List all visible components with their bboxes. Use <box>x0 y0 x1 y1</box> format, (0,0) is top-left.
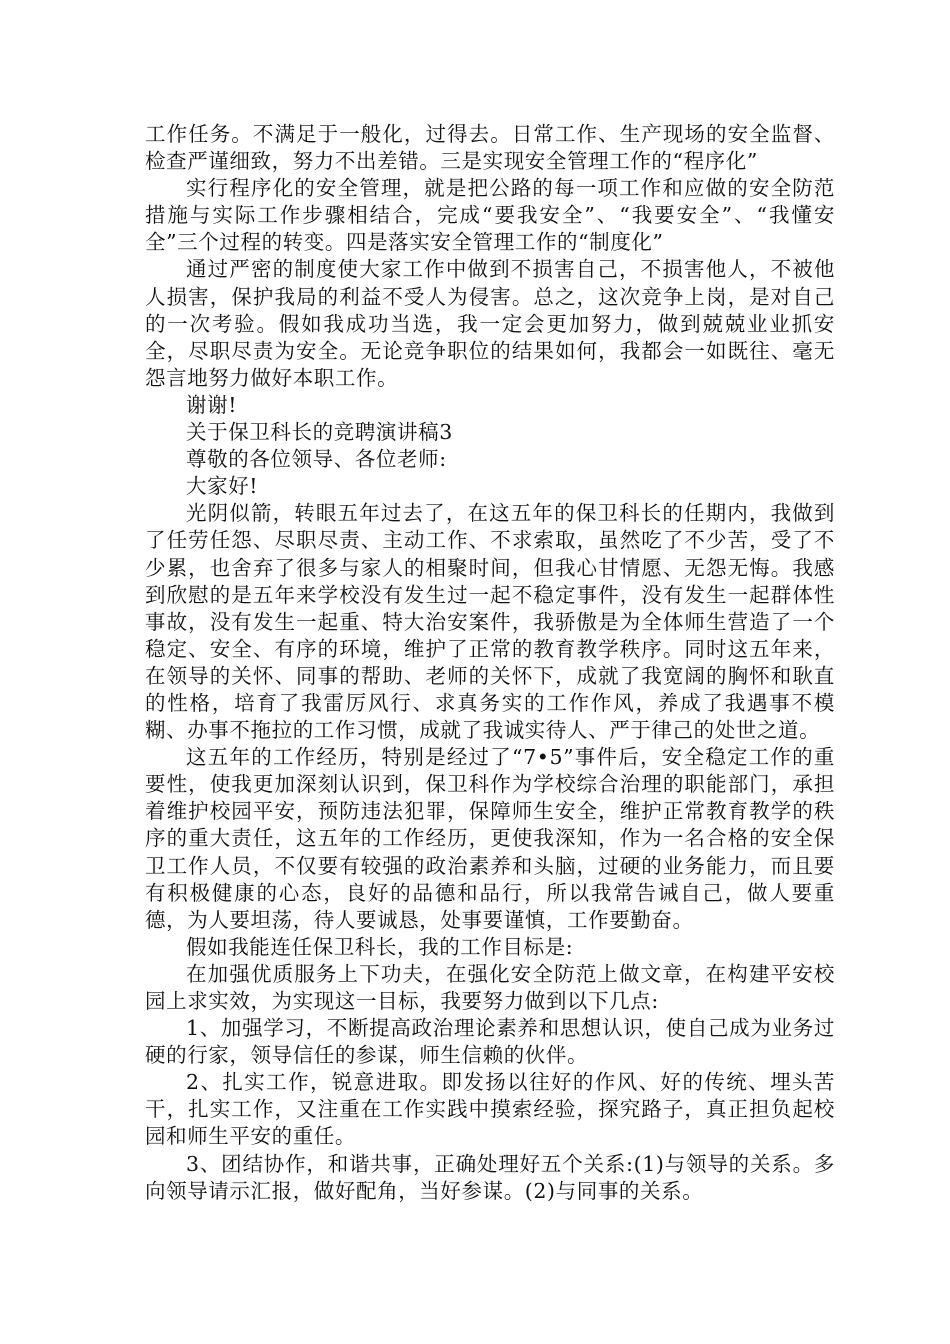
thanks-line: 谢谢! <box>186 392 238 417</box>
document-body <box>145 121 835 1205</box>
paragraph: 通过严密的制度使大家工作中做到不损害自己，不损害他人，不被他人损害，保护我局的利益不受人为侵害。总之，这次竞争上岗，是对自己的一次考验。假如我成功当选，我一定会更加努力，做到兢兢业业抓安全，尽职尽责为安全。无论竞争职位的结果如何，我都会一如既往、毫无怨言地努力做好本职工作。 <box>145 257 835 390</box>
paragraph: 假如我能连任保卫科长，我的工作目标是: <box>186 934 574 959</box>
paragraph: 实行程序化的安全管理，就是把公路的每一项工作和应做的安全防范措施与实际工作步骤相结合，完成“要我安全”、“我要安全”、“我懂安全”三个过程的转变。四是落实安全管理工作的“制度化” <box>145 176 835 255</box>
greeting: 大家好! <box>186 474 259 499</box>
paragraph: 工作任务。不满足于一般化，过得去。日常工作、生产现场的安全监督、检查严谨细致，努力不出差错。三是实现安全管理工作的“程序化” <box>145 122 835 174</box>
paragraph: 光阴似箭，转眼五年过去了，在这五年的保卫科长的任期内，我做到了任劳任怨、尽职尽责、主动工作、不求索取，虽然吃了不少苦，受了不少累，也舍弃了很多与家人的相聚时间，但我心甘情愿、无怨无悔。我感到欣慰的是五年来学校没有发生过一起不稳定事件，没有发生一起群体性事故，没有发生一起重、特大治安案件，我骄傲是为全体师生营造了一个稳定、安全、有序的环境，维护了正常的教育教学秩序。同时这五年来，在领导的关怀、同事的帮助、老师的关怀下，成就了我宽阔的胸怀和耿直的性格，培育了我雷厉风行、求真务实的工作作风，养成了我遇事不模糊、办事不拖拉的工作习惯，成就了我诚实待人、严于律己的处世之道。 <box>145 501 835 743</box>
list-item: 3、团结协作，和谐共事，正确处理好五个关系:(1)与领导的关系。多向领导请示汇报，做好配角，当好参谋。(2)与同事的关系。 <box>145 1151 835 1203</box>
paragraph: 这五年的工作经历，特别是经过了“7•5”事件后，安全稳定工作的重要性，使我更加深刻认识到，保卫科作为学校综合治理的职能部门，承担着维护校园平安，预防违法犯罪，保障师生安全，维护正常教育教学的秩序的重大责任，这五年的工作经历，更使我深知，作为一名合格的安全保卫工作人员，不仅要有较强的政治素养和头脑，过硬的业务能力，而且要有积极健康的心态，良好的品德和品行，所以我常告诫自己，做人要重德，为人要坦荡，待人要诚恳，处事要谨慎，工作要勤奋。 <box>145 745 835 932</box>
section-title: 关于保卫科长的竞聘演讲稿3 <box>186 420 453 445</box>
salutation: 尊敬的各位领导、各位老师: <box>186 447 447 472</box>
list-item: 2、扎实工作，锐意进取。即发扬以往好的作风、好的传统、埋头苦干，扎实工作，又注重在工作实践中摸索经验，探究路子，真正担负起校园和师生平安的重任。 <box>145 1070 835 1149</box>
paragraph: 在加强优质服务上下功夫，在强化安全防范上做文章，在构建平安校园上求实效，为实现这一目标，我要努力做到以下几点: <box>145 961 835 1013</box>
list-item: 1、加强学习，不断提高政治理论素养和思想认识，使自己成为业务过硬的行家，领导信任的参谋，师生信赖的伙伴。 <box>145 1016 835 1068</box>
